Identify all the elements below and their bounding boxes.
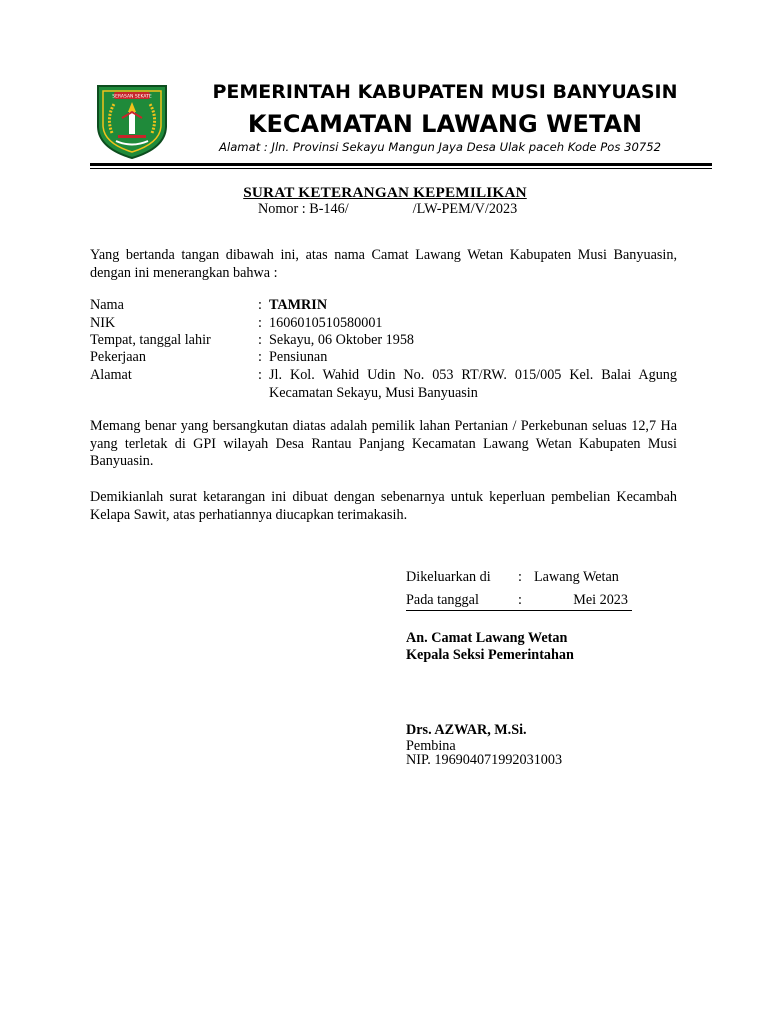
signatory-name: Drs. AZWAR, M.Si. — [406, 722, 527, 738]
closing-paragraph: Demikianlah surat ketarangan ini dibuat dengan sebenarnya untuk keperluan pembelian Kecambah Kelapa Sawit, atas perhatiannya diucapkan terimakasih. — [90, 489, 677, 523]
field-colon: : — [258, 349, 262, 365]
district-heading: KECAMATAN LAWANG WETAN — [247, 110, 643, 138]
signatory-on-behalf: An. Camat Lawang Wetan — [406, 630, 568, 646]
field-label: Tempat, tanggal lahir — [90, 332, 211, 348]
intro-paragraph: Yang bertanda tangan dibawah ini, atas nama Camat Lawang Wetan Kabupaten Musi Banyuasin, dengan ini menerangkan bahwa : — [90, 247, 677, 281]
issued-place-label: Dikeluarkan di — [406, 569, 491, 585]
body-paragraph: Memang benar yang bersangkutan diatas adalah pemilik lahan Pertanian / Perkebunan seluas 12,7 Ha yang terletak di GPI wilayah Desa Rantau Panjang Kecamatan Lawang Wetan Kabupaten Musi Banyuasin. — [90, 418, 677, 469]
field-colon: : — [258, 315, 262, 331]
field-value: Pensiunan — [269, 349, 328, 365]
letterhead-divider-thin — [90, 168, 712, 169]
government-heading: PEMERINTAH KABUPATEN MUSI BANYUASIN — [212, 81, 678, 103]
emblem-label: SERASAN SEKATE — [112, 94, 152, 100]
letter-number-prefix: Nomor : B-146/ — [258, 201, 349, 217]
regency-emblem-icon — [92, 78, 172, 160]
field-value: TAMRIN — [269, 297, 328, 313]
issued-colon: : — [518, 569, 522, 585]
field-value: Jl. Kol. Wahid Udin No. 053 RT/RW. 015/005 Kel. Balai Agung Kecamatan Sekayu, Musi Banyuasin — [269, 367, 677, 401]
issued-colon: : — [518, 592, 522, 608]
letter-number-suffix: /LW-PEM/V/2023 — [412, 201, 518, 217]
signatory-position: Kepala Seksi Pemerintahan — [406, 647, 574, 663]
field-label: Nama — [90, 297, 124, 313]
office-address: Alamat : Jln. Provinsi Sekayu Mangun Jaya Desa Ulak paceh Kode Pos 30752 — [219, 140, 661, 154]
issued-place-value: Lawang Wetan — [534, 569, 619, 585]
letter-number — [258, 201, 517, 218]
issued-date-value: Mei 2023 — [573, 592, 628, 608]
field-colon: : — [258, 367, 262, 383]
issued-date-label: Pada tanggal — [406, 592, 479, 608]
field-colon: : — [258, 332, 262, 348]
signatory-nip: NIP. 196904071992031003 — [406, 752, 563, 768]
field-value: Sekayu, 06 Oktober 1958 — [269, 332, 415, 348]
issued-underline — [406, 610, 632, 611]
field-label: Pekerjaan — [90, 349, 146, 365]
letterhead-divider-thick — [90, 163, 712, 166]
signatory-rank: Pembina — [406, 738, 456, 754]
field-colon: : — [258, 297, 262, 313]
field-label: Alamat — [90, 367, 132, 383]
letter-title: SURAT KETERANGAN KEPEMILIKAN — [243, 184, 527, 201]
field-value: 1606010510580001 — [269, 315, 383, 331]
field-label: NIK — [90, 315, 116, 331]
